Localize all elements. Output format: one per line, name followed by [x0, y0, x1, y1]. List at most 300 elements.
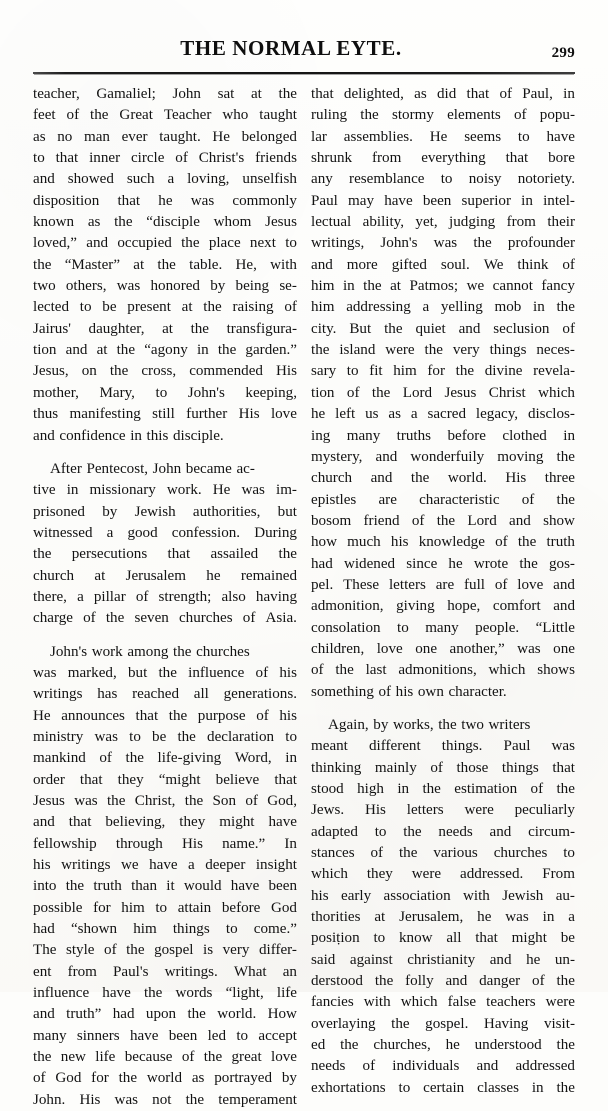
text-line [33, 502, 297, 523]
word: consolation [311, 619, 381, 636]
word: order [33, 771, 65, 788]
word: mystery, [311, 448, 363, 465]
word: teacher, [33, 86, 80, 102]
word: him [393, 363, 417, 380]
word: to [440, 171, 453, 188]
page-number: 299 [551, 45, 575, 61]
word: sinners [76, 1027, 120, 1044]
word: taught [259, 107, 297, 124]
text-line [33, 812, 297, 833]
word: he [445, 1037, 460, 1054]
word: became [185, 460, 232, 477]
word: honored [150, 278, 200, 295]
word: others, [65, 278, 107, 295]
word: very [452, 342, 480, 359]
word: in [397, 781, 410, 797]
word: truth [93, 878, 122, 895]
word: he [311, 406, 326, 423]
text-line [311, 255, 575, 276]
word: island [339, 342, 376, 359]
text-line [311, 319, 575, 340]
word: own [417, 683, 444, 700]
word: the [403, 823, 422, 840]
text-line [311, 404, 575, 425]
word: have [230, 878, 260, 895]
word: life [276, 985, 297, 1002]
word: us [365, 406, 379, 423]
text-line [311, 639, 575, 660]
word: meant [311, 738, 348, 755]
word: needs [311, 1058, 346, 1075]
word: been [168, 1027, 198, 1044]
left-column [33, 84, 297, 1111]
word: come.” [253, 921, 297, 938]
word: and [553, 598, 575, 615]
text-line [311, 779, 575, 800]
word: be [560, 930, 575, 947]
word: “disciple [146, 214, 200, 231]
word: gifted [391, 256, 427, 273]
word: attain [177, 899, 212, 916]
word: because [124, 1049, 173, 1066]
word: things [489, 342, 527, 359]
word: him [311, 278, 335, 295]
word: at [96, 342, 108, 359]
word: the [473, 235, 492, 252]
text-line [311, 596, 575, 617]
word: into [33, 878, 57, 895]
text-line [33, 319, 297, 340]
word: and [476, 1058, 499, 1075]
word: how [311, 534, 337, 551]
paragraph [33, 459, 297, 630]
word: Lord [467, 512, 497, 529]
text-line [33, 148, 297, 169]
word: visit- [543, 1015, 575, 1032]
word: the [384, 320, 403, 337]
word: the [114, 214, 133, 231]
word: the [109, 363, 129, 380]
text-line [33, 1047, 297, 1068]
word: to [155, 899, 168, 916]
word: lected [33, 299, 70, 316]
word: city. [311, 320, 337, 337]
word: of [99, 750, 112, 767]
word: as [414, 86, 427, 102]
word: more [346, 256, 378, 273]
word: world. [447, 470, 487, 487]
text-line [33, 1068, 297, 1089]
word: life-giving [157, 750, 222, 767]
word: raising [232, 299, 274, 316]
word: cross, [141, 363, 177, 380]
word: as [87, 214, 101, 231]
word: by [102, 503, 118, 520]
word: thorities [311, 909, 361, 926]
text-line [33, 566, 297, 587]
text-line [311, 297, 575, 318]
word: resemblance [349, 171, 425, 188]
word: quiet [415, 320, 446, 337]
text-line [311, 992, 575, 1013]
word: know [399, 930, 433, 947]
word: three [544, 470, 575, 487]
word: a [77, 588, 84, 605]
word: strength; [158, 588, 212, 605]
text-line [311, 736, 575, 757]
word: that [135, 707, 159, 724]
word: giving [396, 598, 435, 615]
word: Jesus, [33, 363, 69, 380]
text-line [33, 84, 297, 105]
word: daughter, [88, 320, 145, 337]
word: was [116, 278, 141, 295]
word: Gamaliel; [96, 86, 156, 102]
word: se- [279, 278, 297, 295]
word: which [311, 866, 348, 883]
word: admonitions, [398, 662, 477, 679]
text-line [33, 340, 297, 361]
word: man [83, 128, 110, 145]
word: may [348, 192, 375, 209]
word: disposition [33, 192, 100, 209]
word: was [33, 664, 57, 681]
word: the [116, 342, 136, 359]
word: a [410, 406, 418, 423]
word: au- [555, 887, 575, 904]
word: was [114, 1091, 139, 1108]
word: his [311, 887, 329, 904]
word: churches [493, 845, 548, 862]
word: Jesus [265, 214, 297, 231]
text-line [311, 148, 575, 169]
text-line [33, 748, 297, 769]
word: upon [145, 1006, 177, 1023]
word: “agony [144, 342, 188, 359]
text-line [33, 1004, 297, 1025]
word: stood [311, 781, 344, 797]
word: seems [464, 128, 502, 145]
text-line [33, 587, 297, 608]
word: the [391, 1015, 410, 1032]
word: that [505, 150, 529, 167]
word: in [533, 299, 545, 316]
word: Jewish [134, 503, 176, 520]
word: the [311, 342, 330, 359]
word: sat [217, 86, 235, 102]
word: The [33, 942, 57, 959]
word: disclos- [527, 406, 575, 423]
word: that [167, 546, 191, 563]
word: unselfish [242, 171, 297, 188]
text-line [311, 191, 575, 212]
word: a [106, 524, 114, 541]
word: to [373, 930, 386, 947]
word: the [203, 299, 222, 316]
word: stormy [391, 107, 434, 124]
word: it [166, 878, 175, 895]
word: tion [33, 342, 57, 359]
word: the [455, 363, 475, 380]
word: God, [267, 793, 297, 809]
word: church [33, 567, 75, 584]
word: Christ's [198, 150, 245, 167]
word: circle [130, 150, 165, 167]
word: shrunk [311, 150, 353, 167]
text-line [33, 127, 297, 148]
word: early [341, 887, 372, 904]
word: churches, [373, 1037, 431, 1054]
word: differ- [258, 942, 297, 959]
word: people. [475, 619, 520, 636]
word: in [542, 909, 555, 926]
word: the [374, 973, 394, 990]
word: had [311, 555, 333, 572]
word: In [284, 835, 297, 852]
text-line [311, 490, 575, 511]
word: those [456, 759, 489, 776]
word: neces- [536, 342, 575, 359]
word: judging [449, 214, 496, 231]
word: of [562, 256, 575, 273]
word: did [436, 86, 457, 102]
word: work [91, 643, 123, 660]
word: world. [217, 1006, 257, 1023]
text-line [33, 276, 297, 297]
word: for [427, 363, 445, 380]
word: through [115, 835, 163, 852]
text-line [311, 1014, 575, 1035]
word: truth” [66, 1006, 102, 1023]
word: the [278, 546, 297, 563]
word: derstood [311, 973, 363, 990]
word: many [346, 427, 381, 444]
word: the [168, 707, 188, 724]
word: exhortations [311, 1079, 386, 1096]
word: and [33, 427, 55, 444]
word: the [410, 470, 430, 487]
word: He [212, 482, 231, 499]
word: posiṭion [311, 930, 360, 947]
page-title: THE NORMAL EYTE. [180, 36, 402, 60]
word: im- [276, 482, 297, 499]
word: writings. [164, 963, 218, 980]
word: such [126, 171, 155, 188]
word: wrote [473, 555, 509, 572]
word: of [370, 845, 384, 862]
word: gos- [548, 555, 575, 572]
word: Paul [503, 738, 531, 755]
word: was [505, 909, 529, 926]
word: adapted [311, 823, 358, 840]
word: garden.” [245, 342, 297, 359]
word: and [489, 951, 512, 968]
word: also [221, 588, 246, 605]
text-line [33, 255, 297, 276]
paragraph [33, 642, 297, 1111]
word: in [196, 342, 209, 359]
word: certain [423, 1079, 465, 1096]
word: accept [258, 1027, 297, 1044]
word: feet [33, 107, 56, 124]
word: insight [255, 857, 297, 874]
word: he [526, 951, 541, 968]
word: un- [554, 951, 575, 968]
word: and [65, 342, 88, 359]
word: of [513, 107, 527, 124]
word: him [133, 921, 157, 938]
word: purpose [197, 707, 246, 724]
word: “Master” [64, 256, 121, 273]
word: temperament [218, 1091, 297, 1108]
word: the [556, 973, 575, 990]
word: moving [497, 448, 544, 465]
word: Jerusalem [125, 567, 186, 584]
text-line [33, 983, 297, 1004]
word: things. [441, 738, 483, 755]
word: of [256, 707, 269, 724]
word: might [511, 930, 547, 947]
word: which [538, 384, 575, 401]
word: His [238, 406, 260, 423]
word: and [509, 512, 531, 529]
word: the [105, 610, 125, 627]
text-line [33, 480, 297, 501]
word: are [435, 576, 455, 593]
word: and [370, 470, 393, 487]
word: as [33, 128, 46, 145]
word: that [311, 86, 334, 102]
word: lar [311, 128, 327, 145]
word: Jews. [311, 802, 345, 819]
word: he [477, 909, 492, 926]
word: Lord [402, 384, 433, 401]
word: teachers [486, 994, 536, 1011]
word: christianity [407, 951, 476, 968]
word: ac- [236, 460, 255, 477]
word: of [430, 759, 443, 776]
word: fit [369, 363, 383, 380]
word: to [33, 150, 45, 167]
text-line [311, 822, 575, 843]
word: and [458, 320, 481, 337]
word: at [374, 909, 386, 926]
word: world [146, 1070, 183, 1087]
word: having [255, 588, 297, 605]
word: was [74, 793, 98, 809]
word: Son [212, 793, 237, 809]
word: have [149, 857, 178, 874]
word: intel- [543, 192, 575, 209]
word: love [517, 576, 544, 593]
word: Again, [328, 716, 369, 733]
word: letters [406, 802, 444, 819]
word: the [173, 643, 192, 660]
word: marked, [67, 664, 117, 681]
word: we [121, 857, 139, 874]
word: portrayed [214, 1070, 273, 1087]
word: keeping, [245, 384, 297, 401]
word: being [235, 278, 270, 295]
text-line [311, 468, 575, 489]
word: addressing [346, 299, 411, 316]
word: the [126, 942, 145, 959]
word: a [188, 857, 195, 874]
word: But [349, 320, 372, 337]
word: would [183, 878, 222, 895]
word: belonged [241, 128, 297, 145]
word: than [131, 878, 158, 895]
text-line [311, 886, 575, 907]
word: Word, [234, 750, 272, 767]
word: John. [33, 1091, 66, 1108]
word: knowledge [418, 534, 485, 551]
word: cannot [492, 278, 533, 295]
text-line [311, 864, 575, 885]
text-line [33, 105, 297, 126]
word: to [236, 1027, 249, 1044]
word: churches [196, 643, 250, 660]
word: of [135, 588, 149, 605]
word: We [483, 256, 504, 273]
word: before [221, 899, 261, 916]
word: at [133, 256, 145, 273]
word: to [517, 128, 530, 145]
text-line [33, 770, 297, 791]
word: Jesus [444, 384, 477, 401]
word: of [284, 299, 297, 316]
text-line [311, 169, 575, 190]
word: the [340, 1037, 359, 1054]
word: sary [311, 363, 337, 380]
word: of [104, 942, 117, 959]
word: was [190, 192, 215, 209]
body-columns [33, 84, 575, 1111]
word: the [556, 1037, 575, 1054]
word: by [281, 1070, 297, 1087]
text-line [33, 706, 297, 727]
word: disciple. [172, 427, 224, 444]
word: show [543, 512, 575, 529]
word: their [547, 214, 575, 231]
word: superior [461, 192, 511, 209]
word: they [117, 771, 144, 788]
word: the [125, 750, 144, 767]
word: to [285, 235, 297, 252]
word: fancies [311, 994, 354, 1011]
text-line [311, 532, 575, 553]
text-line [33, 1026, 297, 1047]
word: missionary [89, 482, 156, 499]
word: stances [311, 845, 355, 862]
right-column [311, 84, 575, 1099]
word: fellowship [33, 835, 97, 852]
word: all [193, 686, 209, 703]
word: various [433, 845, 478, 862]
word: the [33, 546, 52, 563]
text-line [311, 1078, 575, 1099]
word: further [186, 406, 228, 423]
word: any [311, 171, 333, 188]
word: commended [189, 363, 263, 380]
word: be [102, 299, 117, 316]
word: revela- [533, 363, 575, 380]
word: John's [380, 235, 418, 252]
word: Having [483, 1015, 529, 1032]
word: in [342, 278, 355, 295]
word: prisoned [33, 503, 85, 520]
word: the [90, 107, 109, 124]
